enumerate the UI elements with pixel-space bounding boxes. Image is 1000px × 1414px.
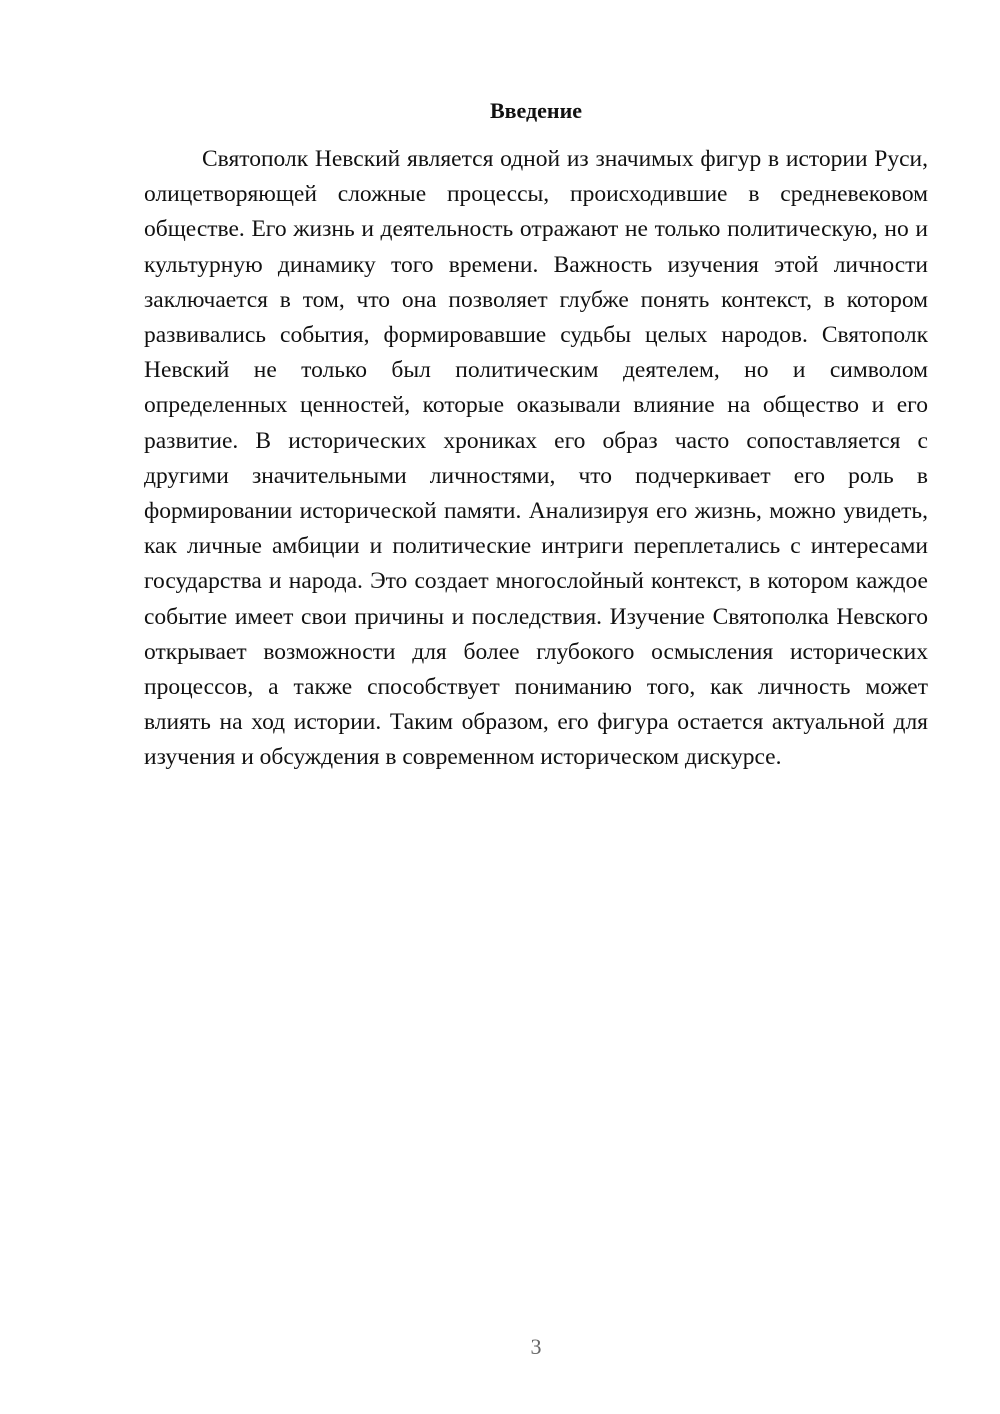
section-heading: Введение (489, 98, 583, 123)
body-paragraph: Святополк Невский является одной из значимых фигур в истории Руси, олицетворяющей сложные процессы, происходившие в средневековом обществе. Его жизнь и деятельность отражают не только политическую, но и культурную динамику того времени. Важность изучения этой личности заключается в том, что она позволяет глубже понять контекст, в котором развивались события, формировавшие судьбы целых народов. Святополк Невский не только был политическим деятелем, но и символом определенных ценностей, которые оказывали влияние на общество и его развитие. В исторических хрониках его образ часто сопоставляется с другими значительными личностями, что подчеркивает его роль в формировании исторической памяти. Анализируя его жизнь, можно увидеть, как личные амбиции и политические интриги переплетались с интересами государства и народа. Это создает многослойный контекст, в котором каждое событие имеет свои причины и последствия. Изучение Святополка Невского открывает возможности для более глубокого осмысления исторических процессов, а также способствует пониманию того, как личность может влиять на ход истории. Таким образом, его фигура остается актуальной для изучения и обсуждения в современном историческом дискурсе. (144, 146, 928, 771)
page-number: 3 (530, 1334, 542, 1359)
